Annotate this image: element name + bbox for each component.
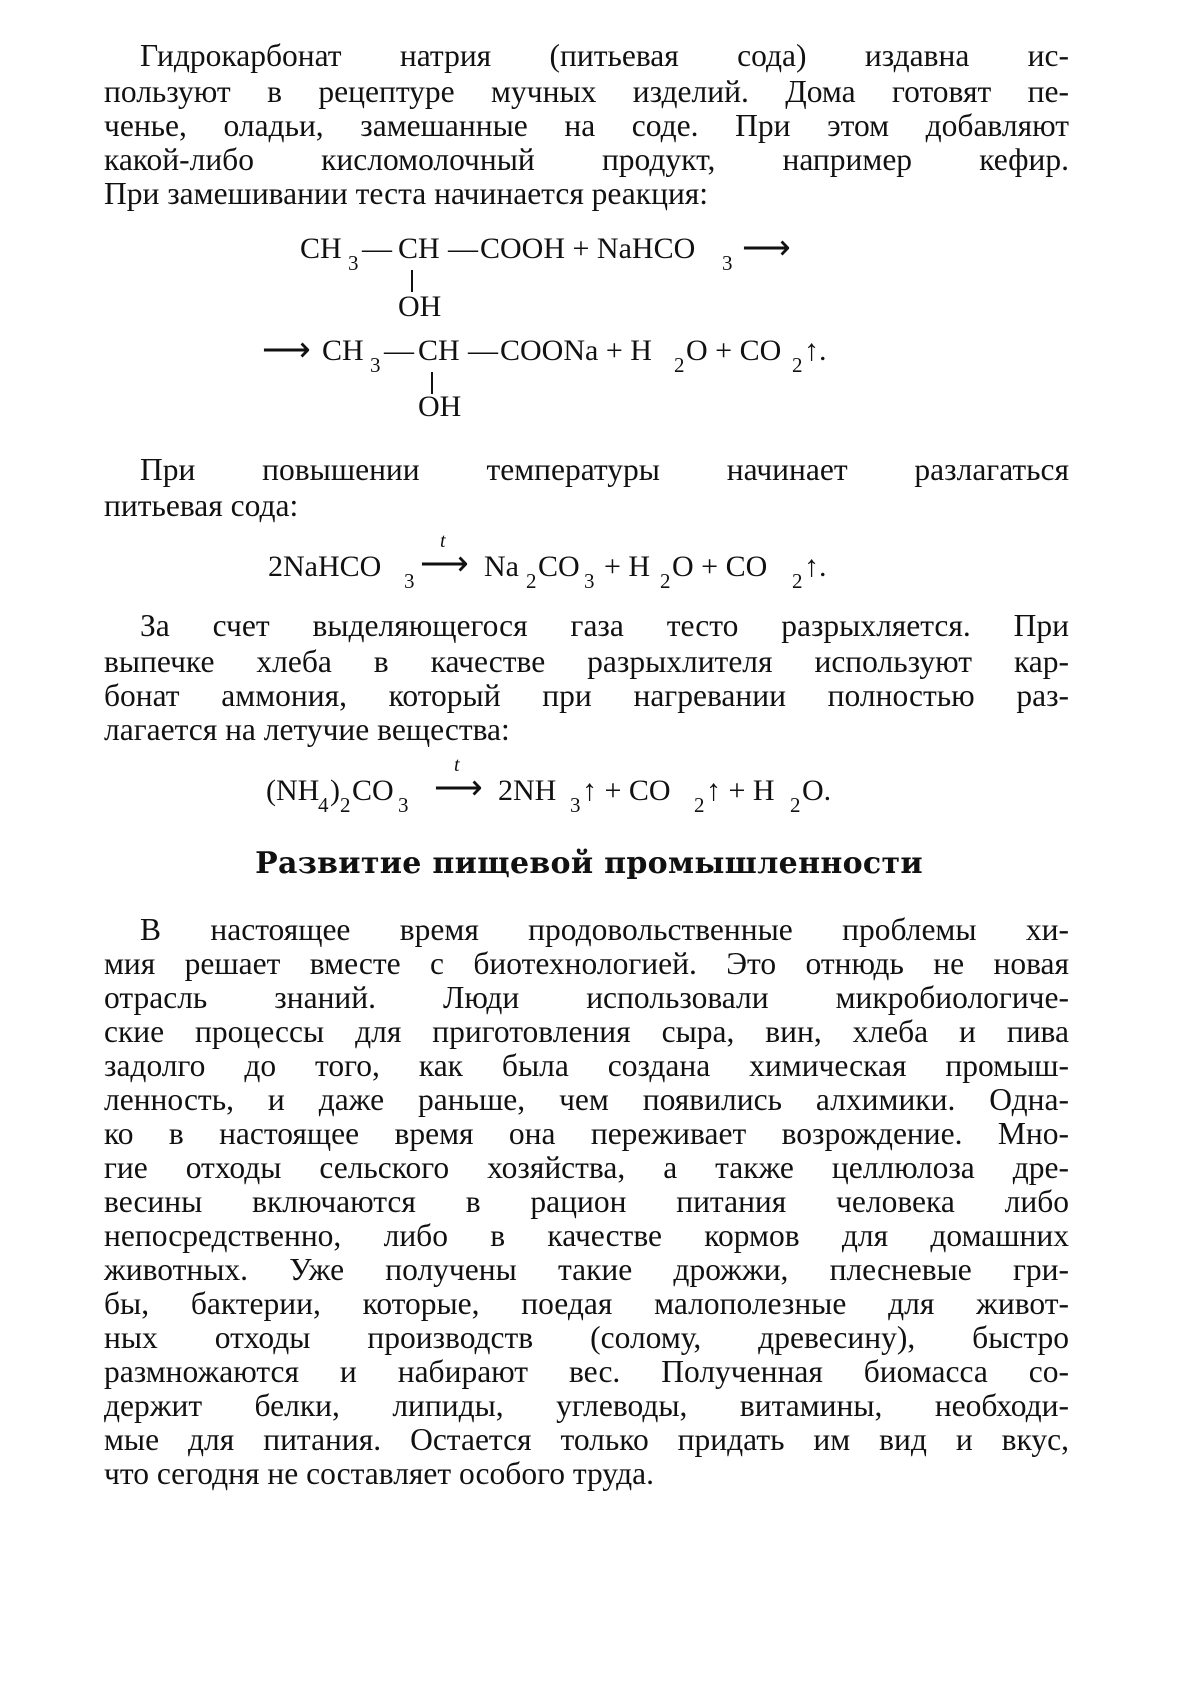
formula-ch3: CH <box>322 334 364 367</box>
subscript: 2 <box>674 353 685 377</box>
text-line: животных. Уже получены такие дрожжи, плесневые гри- <box>104 1252 1069 1287</box>
formula: ↑ + CO <box>582 774 671 807</box>
text-line: бонат аммония, который при нагревании полностью раз- <box>104 678 1069 713</box>
text-line: ко в настоящее время она переживает возрождение. Мно- <box>104 1116 1069 1151</box>
formula: ↑ + H <box>706 774 775 807</box>
formula: (NH <box>266 774 320 807</box>
formula: Na <box>484 550 519 583</box>
formula: CO <box>538 550 580 583</box>
subscript: 3 <box>404 569 415 593</box>
gas-arrow: ↑. <box>804 334 827 367</box>
formula-oh: OH <box>398 290 442 323</box>
subscript: 3 <box>398 793 409 817</box>
text-line: задолго до того, как была создана химическая промыш- <box>104 1048 1069 1083</box>
subscript: 3 <box>570 793 581 817</box>
reaction-arrow: ⟶ <box>420 546 469 583</box>
bond-dash: — <box>384 334 414 367</box>
text-line: ченье, оладьи, замешанные на соде. При этом добавляют <box>104 108 1069 143</box>
formula-ch: CH <box>418 334 460 367</box>
section-heading: Развитие пищевой промышленности <box>255 846 923 881</box>
temperature-label: t <box>440 530 446 552</box>
formula-oh: OH <box>418 390 462 423</box>
text-line: За счет выделяющегося газа тесто разрыхляется. При <box>140 608 1069 643</box>
formula: 2NaHCO <box>268 550 382 583</box>
text-line: отрасль знаний. Люди использовали микробиологиче- <box>104 980 1069 1015</box>
formula-rest: COONa + H <box>500 334 652 367</box>
text-line: Гидрокарбонат натрия (питьевая сода) издавна ис- <box>140 38 1069 73</box>
text-line: бы, бактерии, которые, поедая малополезные для живот- <box>104 1286 1069 1321</box>
text-line: мия решает вместе с биотехнологией. Это отнюдь не новая <box>104 946 1069 981</box>
gas-arrow: ↑. <box>804 550 827 583</box>
text-line: ленность, и даже раньше, чем появились алхимики. Одна- <box>104 1082 1069 1117</box>
text-line: весины включаются в рацион питания человека либо <box>104 1184 1069 1219</box>
text-line: что сегодня не составляет особого труда. <box>104 1456 654 1491</box>
formula-ch: CH <box>398 232 440 265</box>
text-line: ские процессы для приготовления сыра, вин, хлеба и пива <box>104 1014 1069 1049</box>
formula: CO <box>352 774 394 807</box>
bond-dash: — <box>362 232 392 265</box>
subscript: 2 <box>526 569 537 593</box>
subscript: 3 <box>370 353 381 377</box>
subscript: 2 <box>340 793 351 817</box>
formula-rest: O + CO <box>686 334 782 367</box>
reaction-arrow: ⟶ <box>742 230 791 267</box>
text-line: непосредственно, либо в качестве кормов для домашних <box>104 1218 1069 1253</box>
formula-ch3: CH <box>300 232 342 265</box>
temperature-label: t <box>454 754 460 776</box>
subscript: 3 <box>584 569 595 593</box>
subscript: 2 <box>790 793 801 817</box>
bond-dash: — <box>468 334 498 367</box>
text-line: держит белки, липиды, углеводы, витамины, необходи- <box>104 1388 1069 1423</box>
reaction-arrow: ⟶ <box>434 770 483 807</box>
subscript: 2 <box>660 569 671 593</box>
reaction-arrow: ⟶ <box>262 332 311 369</box>
text-line: ных отходы производств (солому, древесину), быстро <box>104 1320 1069 1355</box>
text-line: питьевая сода: <box>104 488 299 523</box>
subscript: 2 <box>792 353 803 377</box>
text-line: При повышении температуры начинает разлагаться <box>140 452 1069 487</box>
subscript: 3 <box>348 251 359 275</box>
formula: 2NH <box>498 774 557 807</box>
subscript: 3 <box>722 251 733 275</box>
subscript: 2 <box>792 569 803 593</box>
text-line: мые для питания. Остается только придать им вид и вкус, <box>104 1422 1069 1457</box>
text-line: пользуют в рецептуре мучных изделий. Дома готовят пе- <box>104 74 1069 109</box>
text-line: лагается на летучие вещества: <box>104 712 510 747</box>
formula: ) <box>330 774 340 807</box>
text-line: какой-либо кисломолочный продукт, например кефир. <box>104 142 1069 177</box>
text-line: При замешивании теста начинается реакция: <box>104 176 709 211</box>
formula: + H <box>604 550 651 583</box>
subscript: 4 <box>318 793 329 817</box>
text-line: выпечке хлеба в качестве разрыхлителя используют кар- <box>104 644 1069 679</box>
text-line: В настоящее время продовольственные проблемы хи- <box>140 912 1069 947</box>
bond-vertical <box>411 270 413 292</box>
formula: O. <box>802 774 832 807</box>
text-line: размножаются и набирают вес. Полученная биомасса со- <box>104 1354 1069 1389</box>
text-line: гие отходы сельского хозяйства, а также целлюлоза дре- <box>104 1150 1069 1185</box>
subscript: 2 <box>694 793 705 817</box>
formula-rest: COOH + NaHCO <box>480 232 696 265</box>
formula: O + CO <box>672 550 768 583</box>
bond-dash: — <box>448 232 478 265</box>
